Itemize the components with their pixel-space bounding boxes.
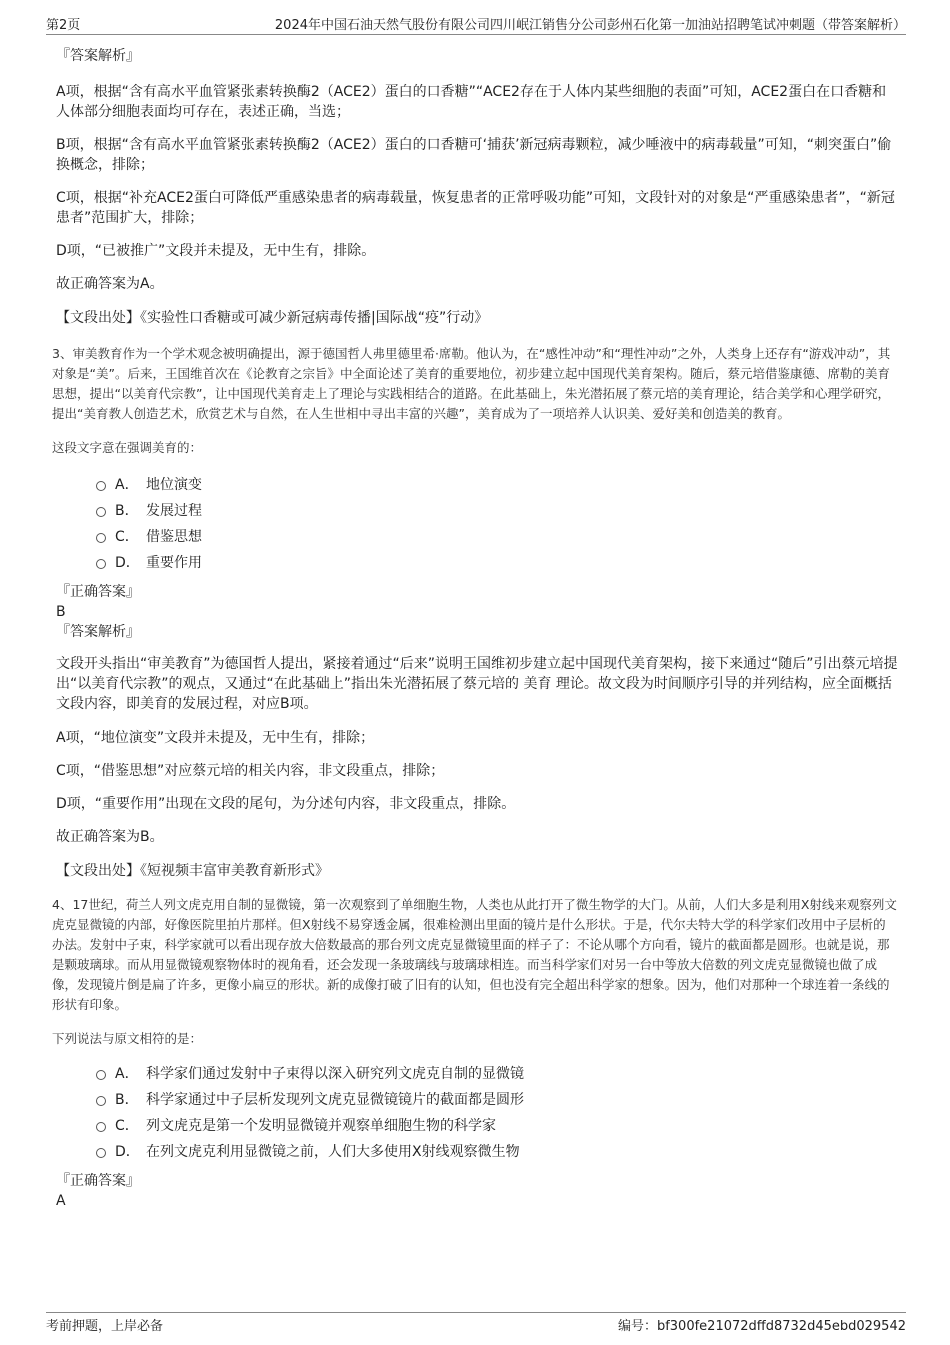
q3-answer: B [56,604,66,620]
q4-options [56,1061,898,1165]
q3-analysis-a: A项，“地位演变”文段并未提及，无中生有，排除； [56,730,375,746]
q4-answer-title: 『正确答案』 [56,1173,140,1189]
radio-icon[interactable] [96,1096,106,1106]
q3-conclusion: 故正确答案为B。 [56,829,164,845]
radio-icon[interactable] [96,1122,106,1132]
radio-icon[interactable] [96,481,106,491]
q2-analysis-d: D项，“已被推广”文段并未提及，无中生有，排除。 [56,243,376,259]
q3-question: 这段文字意在强调美育的： [52,440,203,455]
q4-question: 下列说法与原文相符的是： [52,1031,203,1046]
q2-analysis-title: 『答案解析』 [56,48,140,64]
q4-passage: 4、17世纪，荷兰人列文虎克用自制的显微镜，第一次观察到了单细胞生物，人类也从此打开了微生物学的大门。从前，人们大多是利用X射线来观察列文虎克显微镜的内部，好像医院里拍片那样。但X射线不易穿透金属，很难检测出里面的镜片是什么形状。于是，代尔夫特大学的科学家们改用中子层析的办法。发射中子束，科学家就可以看出现存放大倍数最高的那台列文虎克显微镜里面的样子了：不论从哪个方向看，镜片的截面都是圆形。也就是说，那是颗玻璃球。而从用显微镜观察物体时的视角看，还会发现一条玻璃线与玻璃球相连。而当科学家们对另一台中等放大倍数的列文虎克显微镜也做了成像，发现镜片倒是扁了许多，更像小扁豆的形状。新的成像打破了旧有的认知，但也没有完全超出科学家的想象。因为，他们对那种一个球连着一条线的形状有印象。 [52,897,897,1012]
q4-option-c[interactable]: C． 列文虎克是第一个发明显微镜并观察单细胞生物的科学家 [56,1113,898,1139]
q2-source: 【文段出处】《实验性口香糖或可减少新冠病毒传播|国际战“疫”行动》 [56,310,489,326]
q3-answer-title: 『正确答案』 [56,584,140,600]
page-footer [46,1312,906,1333]
q3-passage: 3、审美教育作为一个学术观念被明确提出，源于德国哲人弗里德里希·席勒。他认为，在“感性冲动”和“理性冲动”之外，人类身上还存有“游戏冲动”，其对象是“美”。后来，王国维首次在《论教育之宗旨》中全面论述了美育的重要地位，初步建立起中国现代美育架构。随后，蔡元培借鉴康德、席勒的美育思想，提出“以美育代宗教”，让中国现代美育走上了理论与实践相结合的道路。在此基础上，朱光潜拓展了蔡元培的美育理论，结合美学和心理学研究，提出“美育教人创造艺术，欣赏艺术与自然，在人生世相中寻出丰富的兴趣”，美育成为了一项培养人认识美、爱好美和创造美的教育。 [52,346,891,421]
q3-option-c[interactable]: C． 借鉴思想 [56,524,898,550]
footer-serial: 编号：bf300fe21072dffd8732d45ebd029542 [617,1319,906,1334]
q3-options [56,472,898,576]
radio-icon[interactable] [96,533,106,543]
q3-option-d[interactable]: D． 重要作用 [56,550,898,576]
radio-icon[interactable] [96,1070,106,1080]
q2-analysis-a: A项，根据“含有高水平血管紧张素转换酶2（ACE2）蛋白的口香糖”“ACE2存在于人体内某些细胞的表面”可知，ACE2蛋白在口香糖和人体部分细胞表面均可存在，表述正确，当选； [56,84,887,120]
q2-conclusion: 故正确答案为A。 [56,276,164,292]
radio-icon[interactable] [96,559,106,569]
q3-option-a[interactable]: A． 地位演变 [56,472,898,498]
q4-option-d[interactable]: D． 在列文虎克利用显微镜之前，人们大多使用X射线观察微生物 [56,1139,898,1165]
radio-icon[interactable] [96,1148,106,1158]
q2-analysis-b: B项，根据“含有高水平血管紧张素转换酶2（ACE2）蛋白的口香糖可‘捕获’新冠病毒颗粒，减少唾液中的病毒载量”可知，“刺突蛋白”偷换概念，排除； [56,137,892,173]
q3-option-b[interactable]: B． 发展过程 [56,498,898,524]
footer-slogan: 考前押题，上岸必备 [46,1319,164,1334]
q4-option-b[interactable]: B． 科学家通过中子层析发现列文虎克显微镜镜片的截面都是圆形 [56,1087,898,1113]
document-title: 2024年中国石油天然气股份有限公司四川岷江销售分公司彭州石化第一加油站招聘笔试冲刺题（带答案解析） [274,18,906,33]
q2-analysis-c: C项，根据“补充ACE2蛋白可降低严重感染患者的病毒载量，恢复患者的正常呼吸功能”可知，文段针对的对象是“严重感染患者”，“新冠患者”范围扩大，排除； [56,190,895,226]
page-header [46,14,906,35]
q4-option-a[interactable]: A． 科学家们通过发射中子束得以深入研究列文虎克自制的显微镜 [56,1061,898,1087]
q3-analysis: 文段开头指出“审美教育”为德国哲人提出，紧接着通过“后来”说明王国维初步建立起中国现代美育架构，接下来通过“随后”引出蔡元培提出“以美育代宗教”的观点，又通过“在此基础上”指出朱光潜拓展了蔡元培的 美育 理论。故文段为时间顺序引导的并列结构，应全面概括文段内容，即美育的发展过程，对应B项。 [56,656,898,712]
q3-analysis-d: D项，“重要作用”出现在文段的尾句，为分述句内容，非文段重点，排除。 [56,796,516,812]
q3-source: 【文段出处】《短视频丰富审美教育新形式》 [56,863,329,879]
q3-analysis-c: C项，“借鉴思想”对应蔡元培的相关内容，非文段重点，排除； [56,763,445,779]
q4-answer: A [56,1193,66,1209]
page-number: 第2页 [46,18,81,33]
radio-icon[interactable] [96,507,106,517]
document-body [52,44,898,1211]
q3-analysis-title: 『答案解析』 [56,624,140,640]
